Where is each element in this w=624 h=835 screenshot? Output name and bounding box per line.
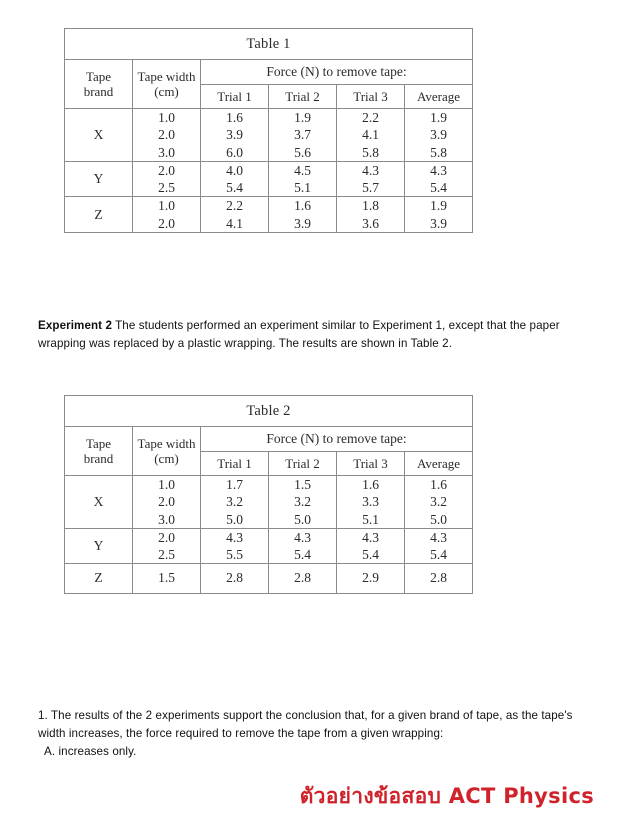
table-2-header-width-line1: Tape width xyxy=(137,435,196,451)
table-1-row-0-trial3 xyxy=(337,109,405,162)
table-1-row-1-trial1 xyxy=(201,161,269,197)
table-1-row-1-trial2 xyxy=(269,161,337,197)
cell-value: 5.4 xyxy=(430,547,447,563)
cell-value: 3.9 xyxy=(430,215,447,231)
table-1-row-2-brand: Z xyxy=(65,197,133,233)
experiment-2-paragraph xyxy=(38,317,590,353)
cell-value: 4.1 xyxy=(362,127,379,143)
cell-value: 5.8 xyxy=(430,144,447,160)
table-1-title: Table 1 xyxy=(65,29,473,60)
table-1-row-2-trial1 xyxy=(201,197,269,233)
table-2-header-average: Average xyxy=(405,452,473,476)
table-2-header-force-group: Force (N) to remove tape: xyxy=(201,427,473,452)
table-2-row-1-average xyxy=(405,528,473,564)
cell-value: 4.3 xyxy=(362,529,379,545)
thai-caption: ตัวอย่างข้อสอบ ACT Physics xyxy=(299,784,594,808)
table-2-row-0-widths xyxy=(133,476,201,529)
cell-value: 2.2 xyxy=(362,110,379,125)
table-1-row-1-widths xyxy=(133,161,201,197)
cell-value: 1.5 xyxy=(294,477,311,492)
cell-value: 5.0 xyxy=(430,511,447,527)
cell-value: 1.6 xyxy=(226,110,243,125)
cell-value: 3.2 xyxy=(294,494,311,510)
table-2-row-1-trial3 xyxy=(337,528,405,564)
cell-value: 1.6 xyxy=(362,477,379,492)
table-1-header-brand-line2: brand xyxy=(83,84,114,99)
cell-value: 1.0 xyxy=(158,477,175,492)
table-1-header-brand-line1: Tape xyxy=(85,68,112,84)
table-1-row-2-average xyxy=(405,197,473,233)
table-1-row-0-brand: X xyxy=(65,109,133,162)
table-1-header-trial3: Trial 3 xyxy=(337,85,405,109)
cell-value: 1.9 xyxy=(430,198,447,214)
cell-value: 3.0 xyxy=(158,144,175,160)
table-2-header-trial2: Trial 2 xyxy=(269,452,337,476)
table-1-row-2-trial3 xyxy=(337,197,405,233)
experiment-2-text: The students performed an experiment similar to Experiment 1, except that the paper wrapping was replaced by a plastic wrapping. The results are shown in Table 2. xyxy=(38,319,560,350)
cell-value: 5.4 xyxy=(294,547,311,563)
table-2-row-1-widths xyxy=(133,528,201,564)
cell-value: 1.0 xyxy=(158,198,175,214)
cell-value: 4.3 xyxy=(430,162,447,178)
cell-value: 5.0 xyxy=(226,511,243,527)
cell-value: 1.9 xyxy=(294,110,311,125)
table-2-row-2-trial1 xyxy=(201,564,269,593)
cell-value: 1.5 xyxy=(158,570,175,586)
table-row xyxy=(65,476,473,529)
cell-value: 3.9 xyxy=(294,215,311,231)
cell-value: 6.0 xyxy=(226,144,243,160)
table-row xyxy=(65,197,473,233)
table-1-header-average: Average xyxy=(405,85,473,109)
question-1-choice-a[interactable]: A. increases only. xyxy=(44,744,137,758)
cell-value: 2.5 xyxy=(158,547,175,563)
table-1-row-0-trial1 xyxy=(201,109,269,162)
table-1-header-width-line1: Tape width xyxy=(137,68,196,84)
table-2-header-trial1: Trial 1 xyxy=(201,452,269,476)
cell-value: 3.9 xyxy=(430,127,447,143)
cell-value: 3.2 xyxy=(430,494,447,510)
table-1-row-2-widths xyxy=(133,197,201,233)
table-2-row-1-trial2 xyxy=(269,528,337,564)
cell-value: 1.9 xyxy=(430,110,447,125)
table-2-row-0-trial1 xyxy=(201,476,269,529)
table-1-row-1-brand: Y xyxy=(65,161,133,197)
cell-value: 4.1 xyxy=(226,215,243,231)
cell-value: 4.3 xyxy=(226,529,243,545)
table-1-row-0-average xyxy=(405,109,473,162)
cell-value: 1.8 xyxy=(362,198,379,214)
question-1-stem: 1. The results of the 2 experiments support the conclusion that, for a given brand of tape, as the tape's width increases, the force required to remove the tape from a given wrapping: xyxy=(38,709,573,740)
cell-value: 4.5 xyxy=(294,162,311,178)
cell-value: 5.4 xyxy=(226,180,243,196)
cell-value: 2.8 xyxy=(226,570,243,586)
cell-value: 5.1 xyxy=(294,180,311,196)
table-1-header-group-row xyxy=(65,60,473,85)
table-row xyxy=(65,109,473,162)
question-1 xyxy=(38,707,590,761)
table-2-row-2-trial2 xyxy=(269,564,337,593)
table-2-header-group-row xyxy=(65,427,473,452)
table-1-row-0-widths xyxy=(133,109,201,162)
table-2-header-brand-line1: Tape xyxy=(85,435,112,451)
cell-value: 1.6 xyxy=(430,477,447,492)
cell-value: 3.7 xyxy=(294,127,311,143)
cell-value: 5.5 xyxy=(226,547,243,563)
cell-value: 1.6 xyxy=(294,198,311,214)
cell-value: 2.0 xyxy=(158,529,175,545)
table-2-header-trial3: Trial 3 xyxy=(337,452,405,476)
cell-value: 2.8 xyxy=(294,570,311,586)
cell-value: 4.3 xyxy=(430,529,447,545)
table-1-row-0-trial2 xyxy=(269,109,337,162)
cell-value: 5.1 xyxy=(362,511,379,527)
table-2-row-0-trial2 xyxy=(269,476,337,529)
cell-value: 2.0 xyxy=(158,494,175,510)
cell-value: 4.3 xyxy=(362,162,379,178)
cell-value: 2.2 xyxy=(226,198,243,214)
cell-value: 2.8 xyxy=(430,570,447,586)
table-2-row-1-brand: Y xyxy=(65,528,133,564)
table-2-row-0-average xyxy=(405,476,473,529)
table-1-header-width-line2: (cm) xyxy=(154,84,179,99)
cell-value: 3.9 xyxy=(226,127,243,143)
table-1-title-row xyxy=(65,29,473,60)
table-1-header-width xyxy=(133,60,201,109)
cell-value: 4.0 xyxy=(226,162,243,178)
cell-value: 2.0 xyxy=(158,215,175,231)
cell-value: 1.7 xyxy=(226,477,243,492)
cell-value: 5.4 xyxy=(430,180,447,196)
table-1-row-1-average xyxy=(405,161,473,197)
table-2-row-2-brand: Z xyxy=(65,564,133,593)
table-1-header-brand xyxy=(65,60,133,109)
table-2-row-0-trial3 xyxy=(337,476,405,529)
table-2-header-width xyxy=(133,427,201,476)
table-1-header-trial2: Trial 2 xyxy=(269,85,337,109)
table-1-row-1-trial3 xyxy=(337,161,405,197)
cell-value: 5.0 xyxy=(294,511,311,527)
table-2 xyxy=(64,395,473,594)
table-2-row-0-brand: X xyxy=(65,476,133,529)
cell-value: 5.8 xyxy=(362,144,379,160)
cell-value: 2.5 xyxy=(158,180,175,196)
table-1-header-force-group: Force (N) to remove tape: xyxy=(201,60,473,85)
cell-value: 2.0 xyxy=(158,162,175,178)
table-row xyxy=(65,564,473,593)
cell-value: 5.6 xyxy=(294,144,311,160)
cell-value: 2.9 xyxy=(362,570,379,586)
cell-value: 5.4 xyxy=(362,547,379,563)
table-2-title-row xyxy=(65,396,473,427)
table-2-row-2-average xyxy=(405,564,473,593)
table-2-header-width-line2: (cm) xyxy=(154,451,179,466)
table-2-row-1-trial1 xyxy=(201,528,269,564)
cell-value: 2.0 xyxy=(158,127,175,143)
table-1-row-2-trial2 xyxy=(269,197,337,233)
table-2-title: Table 2 xyxy=(65,396,473,427)
table-row xyxy=(65,161,473,197)
table-2-row-2-widths xyxy=(133,564,201,593)
cell-value: 5.7 xyxy=(362,180,379,196)
table-2-header-brand-line2: brand xyxy=(83,451,114,466)
cell-value: 1.0 xyxy=(158,110,175,125)
cell-value: 3.6 xyxy=(362,215,379,231)
table-1 xyxy=(64,28,473,233)
cell-value: 3.0 xyxy=(158,511,175,527)
table-2-header-brand xyxy=(65,427,133,476)
table-row xyxy=(65,528,473,564)
table-2-row-2-trial3 xyxy=(337,564,405,593)
experiment-2-label: Experiment 2 xyxy=(38,319,113,332)
cell-value: 4.3 xyxy=(294,529,311,545)
table-1-header-trial1: Trial 1 xyxy=(201,85,269,109)
cell-value: 3.3 xyxy=(362,494,379,510)
cell-value: 3.2 xyxy=(226,494,243,510)
